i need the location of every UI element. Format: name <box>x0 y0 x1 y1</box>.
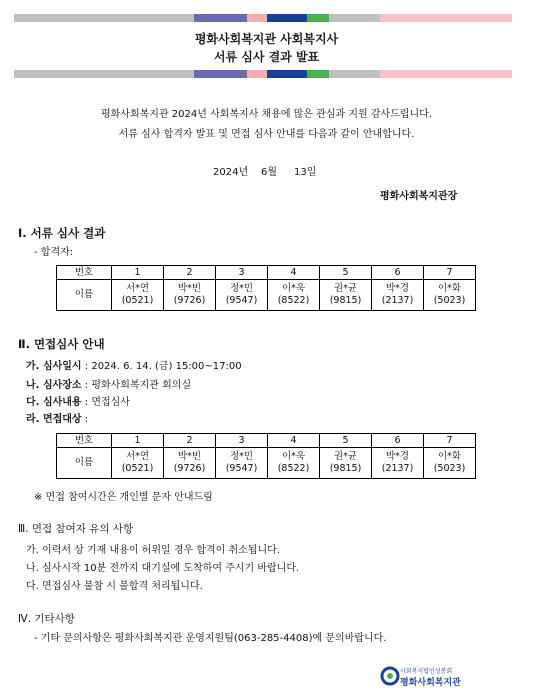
candidate-code: (9547) <box>225 295 258 306</box>
candidate-name: 이*욱 <box>281 451 306 462</box>
table-number: 4 <box>268 266 320 280</box>
candidate-code: (8522) <box>277 463 310 474</box>
logo-emblem-icon <box>380 666 400 686</box>
document-title-line1: 평화사회복지관 사회복지사 <box>194 32 339 46</box>
interview-note: ※ 면접 참여시간은 개인별 문자 안내드림 <box>34 492 213 503</box>
table-cell <box>164 448 216 479</box>
candidate-name: 서*연 <box>125 451 150 462</box>
interview-item-value: : <box>84 414 89 425</box>
interview-item-value: : 평화사회복지관 회의실 <box>84 380 192 391</box>
candidate-name: 정*민 <box>229 283 254 294</box>
table-number: 3 <box>216 434 268 448</box>
organization-logo <box>380 664 480 690</box>
interview-item-label: 나. 심사장소 <box>26 380 82 391</box>
table-cell <box>112 280 164 311</box>
table-number: 7 <box>424 434 476 448</box>
table-cell <box>268 280 320 311</box>
top-color-bar <box>14 14 512 22</box>
candidate-name: 박*경 <box>385 283 410 294</box>
table-cell <box>372 448 424 479</box>
candidate-code: (9726) <box>173 295 206 306</box>
table-cell <box>320 448 372 479</box>
candidate-name: 권*균 <box>333 283 358 294</box>
contact-item: - 기타 문의사항은 평화사회복지관 운영지원팀(063-285-4408)에 문의바랍니다. <box>34 633 387 644</box>
table-number: 5 <box>320 266 372 280</box>
candidate-name: 이*화 <box>437 283 462 294</box>
notice-item: 나. 심사시작 10분 전까지 대기실에 도착하여 주시기 바랍니다. <box>26 563 300 574</box>
date-month: 6월 <box>261 167 278 178</box>
table-cell <box>216 280 268 311</box>
table-cell <box>216 448 268 479</box>
section3-heading: Ⅲ. 면접 참여자 유의 사항 <box>18 523 134 535</box>
table-cell <box>424 448 476 479</box>
candidate-name: 이*화 <box>437 451 462 462</box>
table-number: 7 <box>424 266 476 280</box>
interview-item <box>26 393 130 408</box>
candidate-code: (2137) <box>381 463 414 474</box>
table-col-header: 번호 <box>57 434 112 448</box>
candidate-code: (0521) <box>121 295 154 306</box>
section1-heading: Ⅰ. 서류 심사 결과 <box>18 226 106 240</box>
table-cell <box>112 448 164 479</box>
interview-item <box>26 376 191 391</box>
table-cell <box>372 280 424 311</box>
bottom-color-bar <box>14 70 512 78</box>
date-year: 2024년 <box>213 167 249 178</box>
date-day: 13일 <box>294 167 317 178</box>
table-cell <box>320 280 372 311</box>
interview-item-label: 가. 심사일시 <box>26 361 82 372</box>
intro-line1: 평화사회복지관 2024년 사회복지사 채용에 많은 관심과 지원 감사드립니다. <box>100 109 433 120</box>
table-number: 2 <box>164 434 216 448</box>
table-number: 4 <box>268 434 320 448</box>
candidate-name: 이*욱 <box>281 283 306 294</box>
candidate-code: (5023) <box>433 295 466 306</box>
candidate-code: (0521) <box>121 463 154 474</box>
candidate-code: (9726) <box>173 463 206 474</box>
candidate-name: 박*빈 <box>177 451 202 462</box>
logo-main-text: 평화사회복지관 <box>400 678 461 688</box>
table-number: 2 <box>164 266 216 280</box>
interview-item <box>26 410 88 425</box>
table-cell <box>164 280 216 311</box>
table-number: 3 <box>216 266 268 280</box>
table-number: 6 <box>372 266 424 280</box>
candidate-name: 서*연 <box>125 283 150 294</box>
candidate-code: (8522) <box>277 295 310 306</box>
candidates-table-1 <box>56 265 476 311</box>
interview-item-value: : 면접심사 <box>84 397 130 408</box>
table-number: 1 <box>112 266 164 280</box>
section2-heading: Ⅱ. 면접심사 안내 <box>18 337 105 351</box>
section4-heading: Ⅳ. 기타사항 <box>18 613 75 625</box>
table-number: 5 <box>320 434 372 448</box>
interview-item-label: 라. 면접대상 <box>26 414 82 425</box>
table-row-header: 이름 <box>57 280 112 311</box>
logo-small-text: 사회복지법인성봉회 <box>400 668 453 675</box>
section1-sub: - 합격자: <box>34 247 74 258</box>
candidate-name: 박*경 <box>385 451 410 462</box>
interview-item-value: : 2024. 6. 14. (금) 15:00~17:00 <box>84 361 242 372</box>
candidate-code: (5023) <box>433 463 466 474</box>
notice-item: 다. 면접심사 불참 시 불합격 처리됩니다. <box>26 581 203 592</box>
candidate-code: (9547) <box>225 463 258 474</box>
table-number: 1 <box>112 434 164 448</box>
table-number: 6 <box>372 434 424 448</box>
candidate-code: (2137) <box>381 295 414 306</box>
intro-line2: 서류 심사 합격자 발표 및 면접 심사 안내를 다음과 같이 안내합니다. <box>118 129 415 140</box>
candidate-name: 권*균 <box>333 451 358 462</box>
candidate-code: (9815) <box>329 463 362 474</box>
candidate-name: 박*빈 <box>177 283 202 294</box>
table-col-header: 번호 <box>57 266 112 280</box>
document-title-line2: 서류 심사 결과 발표 <box>213 50 320 64</box>
signer: 평화사회복지관장 <box>380 191 458 202</box>
table-cell <box>268 448 320 479</box>
notice-item: 가. 이력서 상 기재 내용이 허위일 경우 합격이 취소됩니다. <box>26 545 280 556</box>
candidate-code: (9815) <box>329 295 362 306</box>
candidate-name: 정*민 <box>229 451 254 462</box>
candidates-table-2 <box>56 433 476 479</box>
interview-item-label: 다. 심사내용 <box>26 397 82 408</box>
table-cell <box>424 280 476 311</box>
interview-item <box>26 357 242 372</box>
table-row-header: 이름 <box>57 448 112 479</box>
